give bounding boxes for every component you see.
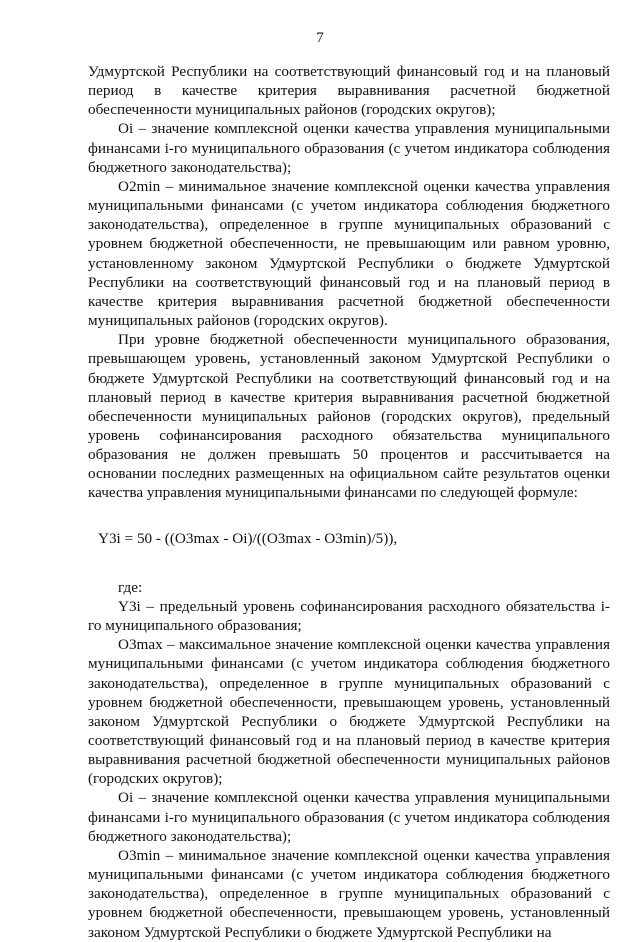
where-label: где: [118, 578, 143, 596]
definition-oi: Oi – значение комплексной оценки качества управления муниципальными финансами i-го муниципального образования (с учетом индикатора соблюдения бюджетного законодательства); [88, 120, 610, 176]
definition-o3max: O3max – максимальное значение комплексной оценки качества управления муниципальными финансами (с учетом индикатора соблюдения бюджетного законодательства), определенное в группе муниципальных образований с уровнем бюджетной обеспеченности, превышающем уровень, установленный законом Удмуртской Республики о бюджете Удмуртской Республики на соответствующий финансовый год и на плановый период в качестве критерия выравнивания расчетной бюджетной обеспеченности муниципальных районов (городских округов); [88, 636, 610, 788]
definition-o2min: O2min – минимальное значение комплексной оценки качества управления муниципальными финансами (с учетом индикатора соблюдения бюджетного законодательства), определенное в группе муниципальных образований с уровнем бюджетной обеспеченности, не превышающим или равном уровню, установленному законом Удмуртской Республики о бюджете Удмуртской Республики на соответствующий финансовый год и на плановый период в качестве критерия выравнивания расчетной бюджетной обеспеченности муниципальных районов (городских округов). [88, 177, 610, 330]
paragraph-continuation: Удмуртской Республики на соответствующий финансовый год и на плановый период в качестве критерия выравнивания расчетной бюджетной обеспеченности муниципальных районов (городских округов); [88, 63, 610, 119]
definition-y3i: Y3i – предельный уровень софинансирования расходного обязательства i-го муниципального образования; [88, 597, 610, 635]
formula: Y3i = 50 - ((O3max - Oi)/((O3max - O3min)/5)), [98, 529, 398, 547]
definition-o3min: O3min – минимальное значение комплексной оценки качества управления муниципальными финансами (с учетом индикатора соблюдения бюджетного законодательства), определенное в группе муниципальных образований с уровнем бюджетной обеспеченности, превышающем уровень, установленный законом Удмуртской Республики о бюджете Удмуртской Республики на [88, 846, 610, 941]
document-body [88, 62, 610, 942]
definition-oi-2: Oi – значение комплексной оценки качества управления муниципальными финансами i-го муниципального образования (с учетом индикатора соблюдения бюджетного законодательства); [88, 789, 610, 845]
paragraph-cofinancing-rule: При уровне бюджетной обеспеченности муниципального образования, превышающем уровень, установленный законом Удмуртской Республики о бюджете Удмуртской Республики на соответствующий финансовый год и на плановый период в качестве критерия выравнивания расчетной бюджетной обеспеченности муниципальных районов (городских округов), предельный уровень софинансирования расходного обязательства муниципального образования не должен превышать 50 процентов и рассчитывается на основании последних размещенных на официальном сайте результатов оценки качества управления муниципальными финансами по следующей формуле: [88, 331, 610, 502]
page-number: 7 [316, 30, 324, 46]
